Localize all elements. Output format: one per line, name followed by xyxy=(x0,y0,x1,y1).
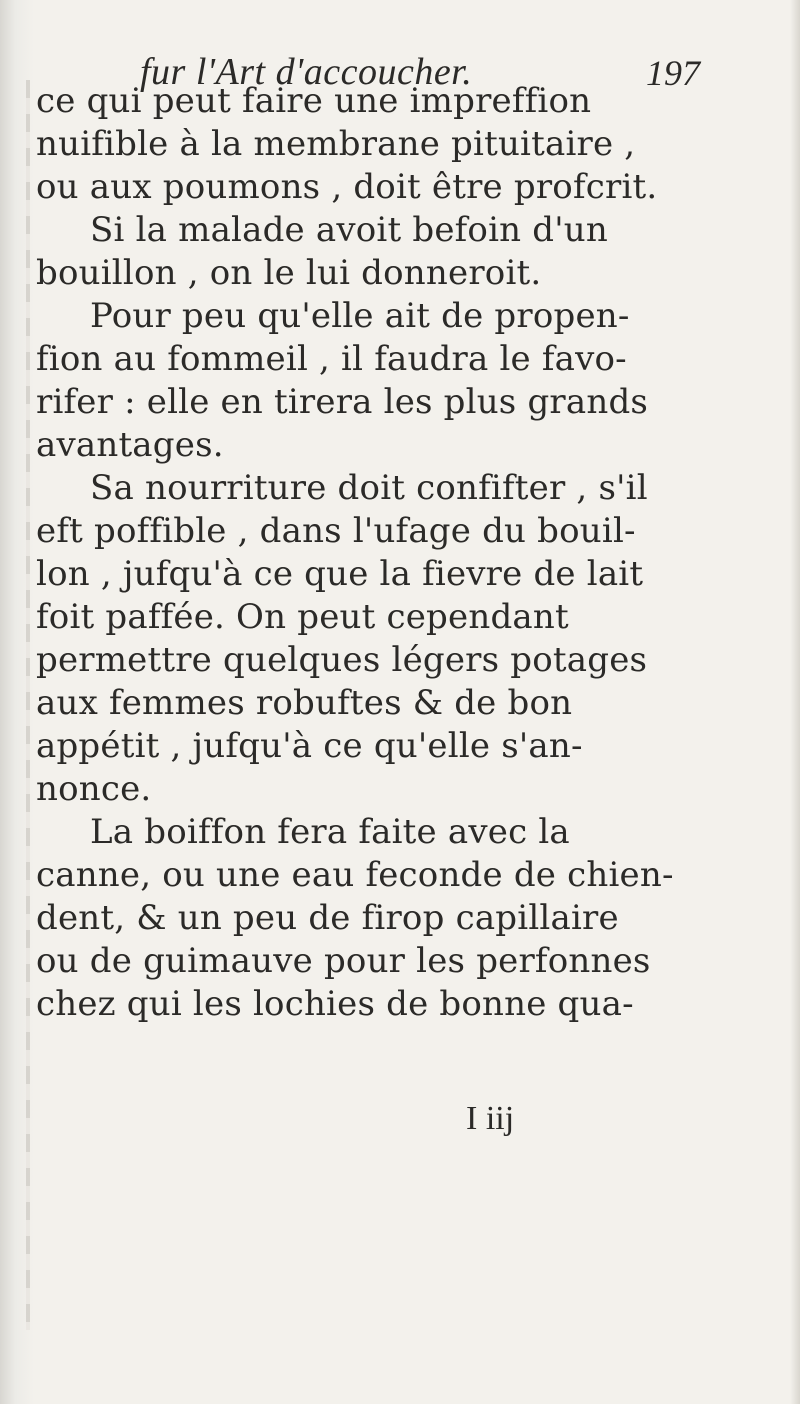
text-line: dent, & un peu de firop capillaire xyxy=(36,898,619,938)
text-line: nuifible à la membrane pituitaire , xyxy=(36,124,636,164)
text-line: avantages. xyxy=(36,425,224,465)
text-line: foit paffée. On peut cependant xyxy=(36,597,569,637)
text-line: lon , jufqu'à ce que la fievre de lait xyxy=(36,554,644,594)
text-line: ce qui peut faire une impreffion xyxy=(36,81,592,121)
page-number: 197 xyxy=(646,53,700,93)
signature-mark: I iij xyxy=(466,1100,515,1137)
binding-edge xyxy=(26,80,30,1330)
text-line: canne, ou une eau feconde de chien- xyxy=(36,855,674,895)
text-line: permettre quelques légers potages xyxy=(36,640,648,680)
text-line: ou de guimauve pour les perfonnes xyxy=(36,941,651,981)
body-text xyxy=(36,80,756,1026)
text-line: bouillon , on le lui donneroit. xyxy=(36,253,542,293)
text-line: ou aux poumons , doit être profcrit. xyxy=(36,167,658,207)
text-line: Sa nourriture doit confifter , s'il xyxy=(90,468,648,508)
text-line: La boiffon fera faite avec la xyxy=(90,812,570,852)
page-edge-shadow xyxy=(790,0,800,1404)
text-line: chez qui les lochies de bonne qua- xyxy=(36,984,634,1024)
text-line: Pour peu qu'elle ait de propen- xyxy=(90,296,630,336)
text-line: aux femmes robuftes & de bon xyxy=(36,683,573,723)
text-line: nonce. xyxy=(36,769,152,809)
text-line: fion au fommeil , il faudra le favo- xyxy=(36,339,627,379)
text-line: Si la malade avoit befoin d'un xyxy=(90,210,608,250)
text-line: eft poffible , dans l'ufage du bouil- xyxy=(36,511,636,551)
running-title: fur l'Art d'accoucher. xyxy=(140,51,473,93)
text-line: rifer : elle en tirera les plus grands xyxy=(36,382,649,422)
text-line: appétit , jufqu'à ce qu'elle s'an- xyxy=(36,726,583,766)
